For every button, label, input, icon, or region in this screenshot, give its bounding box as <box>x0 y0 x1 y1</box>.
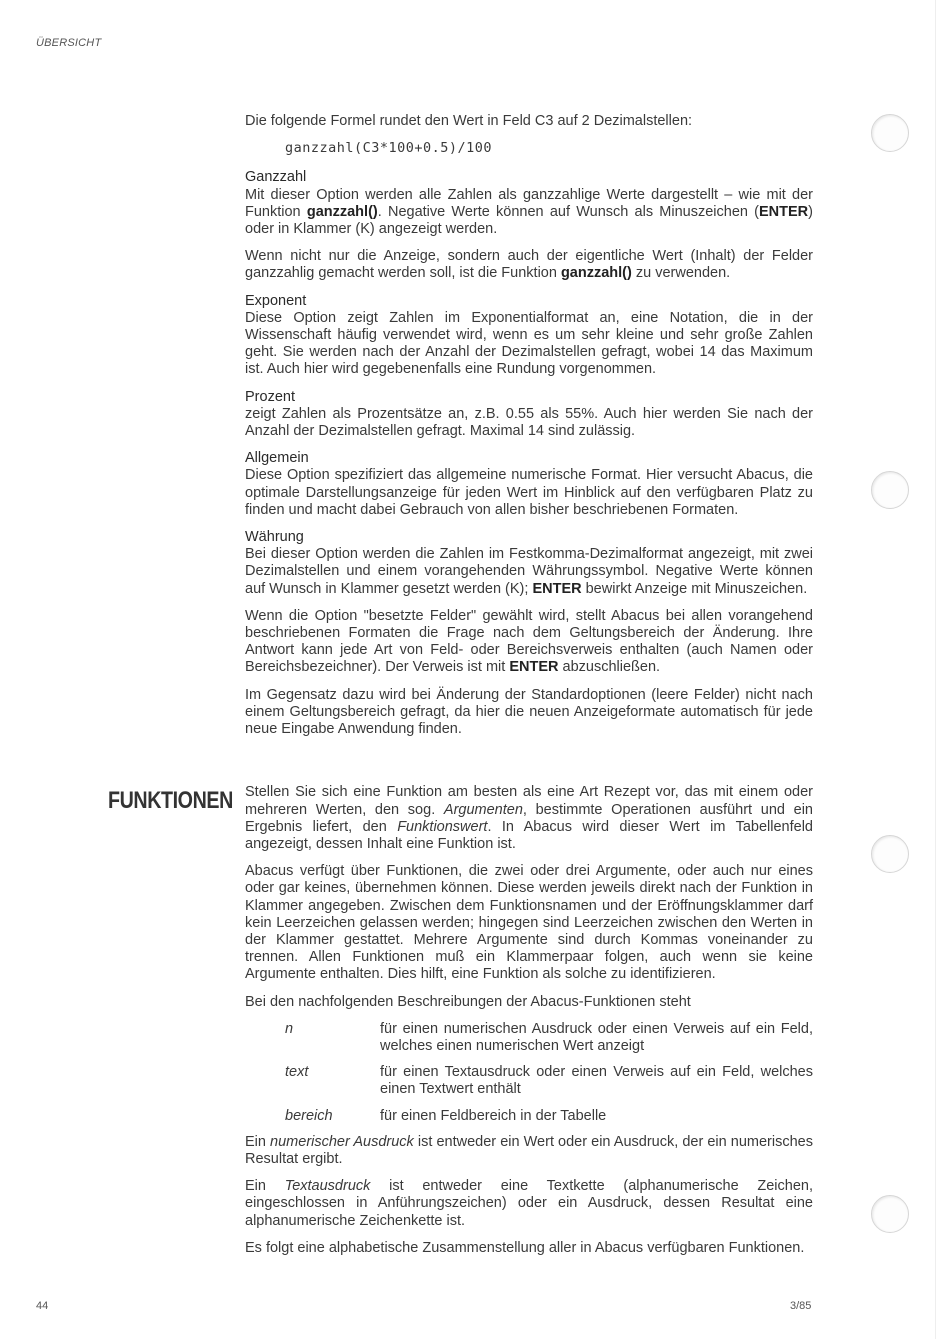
term-emphasis: Textausdruck <box>284 1178 371 1195</box>
text-run: ist entweder ein Wert oder ein Ausdruck, der ein numerisches Resultat ergibt. <box>245 1133 813 1167</box>
definition-term: bereich <box>285 1107 333 1124</box>
definition-list <box>285 1021 813 1125</box>
allgemein-paragraph: Diese Option spezifiziert das allgemeine numerische Format. Hier versucht Abacus, die optimale Darstellungsanzeige für jeden Wert im Hinblick auf den verfügbaren Platz zu finden und macht dabei Gebrauch von allen bisher beschriebenen Formaten. <box>245 467 813 518</box>
funktionen-paragraph-4 <box>245 1134 813 1168</box>
ganzzahl-heading: Ganzzahl <box>245 169 307 186</box>
definition-row <box>285 1108 813 1125</box>
text-run: Ein <box>245 1178 285 1195</box>
text-run: Bei dieser Option werden die Zahlen im Festkomma-Dezimalformat angezeigt, mit zwei Dezimalstellen und einem vorangehenden Währungssymbol. Negative Werte können auf Wunsch in Klammer gesetzt werden (K); <box>245 546 813 597</box>
exponent-paragraph: Diese Option zeigt Zahlen im Exponentialformat an, eine Notation, die in der Wissenschaft häufig verwendet wird, wenn es um sehr kleine und sehr große Zahlen geht. Sie werden nach der Anzahl der Dezimalstellen gefragt, wobei 14 das Maximum ist. Auch hier wird gegebenenfalls eine Rundung vorgenommen. <box>245 309 813 378</box>
punch-hole <box>871 835 909 873</box>
prozent-paragraph: zeigt Zahlen als Prozentsätze an, z.B. 0.55 als 55%. Auch hier werden Sie nach der Anzahl der Dezimalstellen gefragt. Maximal 14 sind zulässig. <box>245 405 813 440</box>
ganzzahl-paragraph-2 <box>245 248 813 282</box>
formula-example: ganzzahl(C3*100+0.5)/100 <box>285 140 493 157</box>
funktionen-paragraph-2: Abacus verfügt über Funktionen, die zwei oder drei Argumente, oder auch nur eines oder gar keines, übernehmen können. Diese werden jeweils direkt nach der Funktion in Klammer angegeben. Zwischen dem Funktionsnamen und der Eröffnungsklammer darf kein Leerzeichen gelassen werden; hingegen sind Leerzeichen zwischen den Werten in der Klammer gestattet. Mehrere Argumente sind durch Kommas voneinander zu trennen. Allen Funktionen muß ein Klammerpaar folgen, auch wenn sie keine Argumente enthalten. Dies hilft, eine Funktion als solche zu identifizieren. <box>245 863 813 983</box>
term-emphasis: Argumenten <box>443 801 523 818</box>
exponent-heading: Exponent <box>245 292 307 309</box>
text-run: zu verwenden. <box>631 265 731 282</box>
text-run: Ein <box>245 1133 271 1150</box>
definition-row <box>285 1021 813 1055</box>
waehrung-paragraph-3: Im Gegensatz dazu wird bei Änderung der Standardoptionen (leere Felder) nicht nach einem Geltungsbereich gefragt, da hier die neuen Anzeigeformate automatisch für jede neue Eingabe Anwendung finden. <box>245 686 813 738</box>
definition-row <box>285 1064 813 1098</box>
waehrung-heading: Währung <box>245 529 304 546</box>
term-emphasis: numerischer Ausdruck <box>270 1133 414 1150</box>
definition-term: text <box>285 1064 309 1081</box>
text-run: abzuschließen. <box>558 659 661 676</box>
ganzzahl-paragraph-1 <box>245 187 813 239</box>
funktionen-paragraph-6: Es folgt eine alphabetische Zusammenstellung aller in Abacus verfügbaren Funktionen. <box>245 1239 805 1256</box>
funktionen-paragraph-3: Bei den nachfolgenden Beschreibungen der Abacus-Funktionen steht <box>245 993 691 1010</box>
function-name: ganzzahl() <box>560 265 632 282</box>
term-emphasis: Funktionswert <box>397 818 488 835</box>
text-run: . Negative Werte können auf Wunsch als Minuszeichen ( <box>377 203 759 220</box>
text-run: Mit dieser Option werden alle Zahlen als ganzzahlige Werte dargestellt – wie mit der Funktion <box>245 186 813 220</box>
text-run: Stellen Sie sich eine Funktion am besten als eine Art Rezept vor, das mit einem oder mehreren Werten, den sog. <box>245 784 813 818</box>
text-run: Wenn die Option "besetzte Felder" gewählt wird, stellt Abacus bei allen vorangehend beschriebenen Formaten die Frage nach dem Geltungsbereich der Änderung. Ihre Antwort kann jede Art von Feld- oder Bereichsverweis enthalten (auch Namen oder Bereichsbezeichner). Der Verweis ist mit <box>245 607 813 676</box>
punch-hole <box>871 114 909 152</box>
key-name: ENTER <box>509 659 559 676</box>
waehrung-paragraph-2 <box>245 608 813 677</box>
funktionen-paragraph-5 <box>245 1178 813 1230</box>
function-name: ganzzahl() <box>306 203 378 220</box>
funktionen-paragraph-1 <box>245 784 813 853</box>
edition-date: 3/85 <box>790 1300 812 1312</box>
page-binding-edge <box>935 0 936 1339</box>
funktionen-heading: FUNKTIONEN <box>108 787 233 814</box>
text-run: ist entweder eine Textkette (alphanumerische Zeichen, eingeschlossen in Anführungszeichen) oder ein Ausdruck, dessen Resultat eine alphanumerische Zeichenkette ist. <box>245 1178 813 1229</box>
text-run: bewirkt Anzeige mit Minuszeichen. <box>581 580 808 597</box>
allgemein-heading: Allgemein <box>245 450 309 467</box>
page-number: 44 <box>36 1300 49 1312</box>
section-spacer <box>245 748 813 784</box>
definition-description: für einen numerischen Ausdruck oder einen Verweis auf ein Feld, welches einen numerischen Wert anzeigt <box>380 1020 813 1054</box>
text-run: . In Abacus wird dieser Wert im Tabellenfeld angezeigt, dessen Inhalt eine Funktion ist. <box>245 818 813 852</box>
definition-term: n <box>285 1020 294 1037</box>
text-run: , bestimmte Operationen ausführt und ein Ergebnis liefert, den <box>245 801 813 835</box>
punch-hole <box>871 471 909 509</box>
intro-text: Die folgende Formel rundet den Wert in Feld C3 auf 2 Dezimalstellen: <box>245 113 693 129</box>
prozent-heading: Prozent <box>245 388 295 405</box>
punch-hole <box>871 1195 909 1233</box>
text-run: ) oder in Klammer (K) angezeigt werden. <box>245 203 813 238</box>
definition-description: für einen Textausdruck oder einen Verweis auf ein Feld, welches einen Textwert enthält <box>380 1064 813 1098</box>
key-name: ENTER <box>759 203 809 220</box>
section-header: ÜBERSICHT <box>36 37 102 49</box>
definition-description: für einen Feldbereich in der Tabelle <box>380 1107 607 1124</box>
key-name: ENTER <box>532 580 582 597</box>
main-content <box>245 113 813 1267</box>
text-run: Wenn nicht nur die Anzeige, sondern auch der eigentliche Wert (Inhalt) der Felder ganzzahlig gemacht werden soll, ist die Funktion <box>245 248 813 282</box>
waehrung-paragraph-1 <box>245 546 813 598</box>
